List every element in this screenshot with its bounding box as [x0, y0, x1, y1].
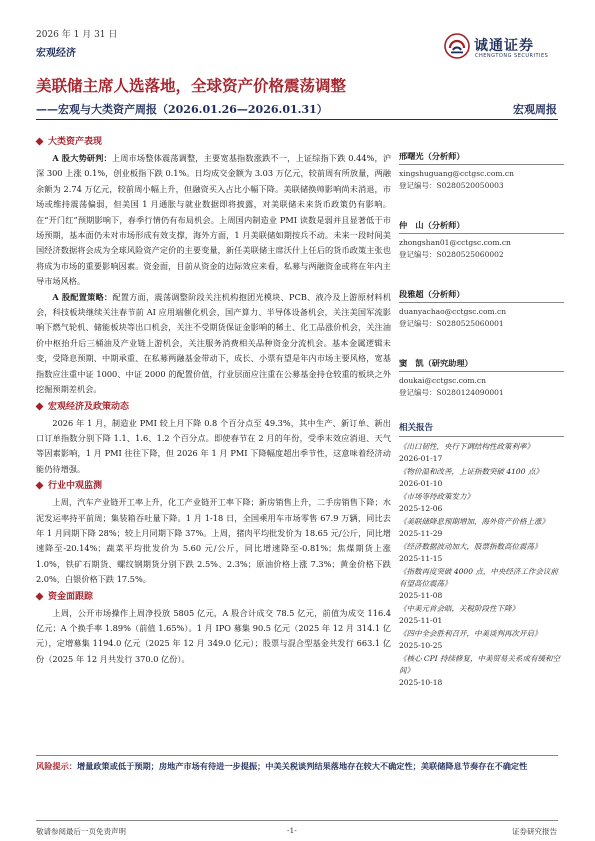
analyst-email[interactable]: duanyachao@cctgsc.com.cn	[399, 307, 507, 316]
risk-text: 增量政策或低于预期；房地产市场有待进一步提振；中美关税谈判结果落地存在较大不确定性；美联储降息节奏存在不确定性	[76, 761, 528, 771]
report-section: 宏观经济	[36, 48, 76, 59]
paragraph-market-view	[36, 151, 391, 290]
logo-text-en: CHENGTONG SECURITIES	[475, 53, 549, 59]
related-report-date: 2025-11-29	[399, 529, 443, 538]
analyst-registration: 登记编号：S0280124090001	[399, 388, 504, 397]
paragraph-macro: 2026 年 1 月，制造业 PMI 较上月下降 0.8 个百分点至 49.3%，其中生产、新订单、新出口订单指数分别下降 1.1、1.6、1.2 个百分点。即使春节在 2 月的年份，受季末效应消退、天气等因素影响，1 月 PMI 往往下降，但 2026 年 1 月 PMI 下降幅度超出季节性，这意味着经济动能仍待增强。	[36, 417, 391, 474]
related-report-date: 2026-01-10	[399, 479, 443, 488]
section-heading-industry: 行业中观监测	[36, 478, 391, 494]
analyst-card	[399, 150, 564, 192]
paragraph-funds: 上周，公开市场操作上周净投放 5805 亿元，A 股合计成交 78.5 亿元，前值为成交 116.4 亿元；A 个换手率 1.89%（前值 1.65%）。1 月 IPO 募集 90.5 亿元（2025 年 12 月 314.1 亿元），定增募集 1194.0 亿元（2025 年 12 月 349.0 亿元）；股票与混合型基金共发行 663.1 亿份（2025 年 12 月共发行 370.0 亿份）。	[36, 607, 391, 664]
related-report-item[interactable]	[399, 566, 564, 602]
analyst-registration: 登记编号：S0280525060002	[399, 250, 504, 259]
related-report-item[interactable]	[399, 628, 564, 652]
analyst-email[interactable]: doukai@cctgsc.com.cn	[399, 376, 486, 385]
related-report-item[interactable]	[399, 653, 564, 689]
related-report-title[interactable]: 《市场等待政策发力》	[399, 492, 474, 501]
section-heading-assets: 大类资产表现	[36, 134, 391, 150]
company-logo	[444, 33, 564, 63]
analyst-name: 窦 凯（研究助理）	[399, 357, 564, 372]
report-subtitle: ——宏观与大类资产周报（2026.01.26—2026.01.31）	[36, 103, 328, 116]
report-type: 宏观周报	[513, 103, 557, 116]
risk-warning	[36, 755, 558, 774]
analyst-registration: 登记编号：S0280525060001	[399, 319, 504, 328]
main-column	[36, 133, 391, 667]
related-report-item[interactable]	[399, 491, 564, 515]
logo-mark-icon	[444, 33, 470, 59]
analyst-email[interactable]: zhongshan01@cctgsc.com.cn	[399, 238, 511, 247]
text-strategy: 配置方面，震荡调整阶段关注机构抱团光模块、PCB、液冷及上游原材料机会，科技板块继续关注春节前 AI 应用端催化机会，国产算力、半导体设备机会，关注美国军流影响下燃气轮机、储能板块等出口机会，关注不受期货保证金影响的稀土、化工品涨价机会，关注油价中枢抬升后三桶油及产业链上游机会，关注服务消费相关品种资金分流机会。基本金属逻辑未变，受降息预期、中期承重、在私募两融基金带动下，成长、小票有望是年内市场主要风格，宽基指数应注重中证 1000、中证 2000 的配置价值，行业层面应注重在公募基金持仓较重的板块之外挖掘预期差机会。	[36, 291, 392, 395]
page-number: -1-	[287, 826, 297, 835]
analyst-card	[399, 288, 564, 330]
analyst-name: 邢曙光（分析师）	[399, 150, 564, 165]
related-report-title[interactable]: 《核心 CPI 持续修复，中美贸易关系成有缓和空间》	[399, 654, 561, 675]
analyst-name: 仲 山（分析师）	[399, 219, 564, 234]
section-heading-macro: 宏观经济及政策动态	[36, 399, 391, 415]
footer-disclaimer: 敬请参阅最后一页免责声明	[36, 827, 126, 836]
lead-market-view: A 股大势研判：	[52, 153, 112, 163]
analyst-registration: 登记编号：S0280520050003	[399, 181, 504, 190]
related-report-item[interactable]	[399, 541, 564, 565]
report-title: 美联储主席人选落地，全球资产价格震荡调整	[36, 76, 347, 95]
analyst-email[interactable]: xingshuguang@cctgsc.com.cn	[399, 169, 514, 178]
analyst-card	[399, 357, 564, 399]
related-report-item[interactable]	[399, 466, 564, 490]
footer-report-label: 证券研究报告	[512, 827, 557, 836]
related-report-item[interactable]	[399, 603, 564, 627]
related-report-item[interactable]	[399, 441, 564, 465]
lead-strategy: A 股配置策略：	[52, 291, 113, 302]
analyst-name: 段雅超（分析师）	[399, 288, 564, 303]
related-report-date: 2026-01-17	[399, 454, 443, 463]
analyst-card	[399, 219, 564, 261]
related-report-date: 2025-11-08	[399, 591, 443, 600]
related-report-title[interactable]: 《出口韧性，央行下调结构性政策利率》	[399, 442, 534, 451]
paragraph-strategy	[36, 290, 391, 398]
footer-divider	[36, 820, 558, 821]
related-report-date: 2025-12-06	[399, 504, 443, 513]
risk-label: 风险提示：	[36, 761, 77, 771]
paragraph-industry: 上周，汽车产业链开工率上升，化工产业链开工率下降；新房销售上升，二手房销售下降；水泥发运率持平前周；集装箱吞吐量下降。1 月 1-18 日，全国乘用车市场零售 67.9 万辆，同比去年 1 月同期下降 28%；较上月同期下降 37%。上周，猪肉平均批发价为 18.65 元/公斤，同比增速降至-20.14%；蔬菜平均批发价为 5.60 元/公斤，同比增速降至-0.81%；焦煤期货上涨 1.0%，铁矿石期货、螺纹钢期货分别下跌 2.5%、2.3%；原油价格上涨 7.3%；黄金价格下跌 2.0%，白银价格下跌 17.5%。	[36, 497, 391, 585]
related-report-date: 2025-11-15	[399, 554, 443, 563]
related-report-title[interactable]: 《物价温和改善，上证指数突破 4100 点》	[399, 467, 543, 476]
related-report-date: 2025-10-18	[399, 678, 443, 687]
logo-text-cn: 诚通证券	[474, 38, 534, 54]
related-report-title[interactable]: 《四中全会胜利召开，中美谈判再次开启》	[399, 629, 542, 638]
related-report-title[interactable]: 《指数再度突破 4000 点，中央经济工作会议前有望高位震荡》	[399, 567, 558, 588]
related-report-title[interactable]: 《美联储降息预期增加，海外资产价格上涨》	[399, 517, 549, 526]
related-report-item[interactable]	[399, 516, 564, 540]
related-report-title[interactable]: 《中美元首会晤，关税阶段性下降》	[399, 604, 519, 613]
section-heading-funds: 资金面跟踪	[36, 589, 391, 605]
header-divider	[36, 119, 558, 120]
related-report-title[interactable]: 《经济数据波动加大，股票指数高位震荡》	[399, 542, 542, 551]
sidebar	[399, 150, 564, 690]
related-report-date: 2025-10-25	[399, 641, 443, 650]
text-market-view: 上周市场整体震荡调整，主要宽基指数涨跌不一，上证综指下跌 0.44%，沪深 300 上涨 0.1%，创业板指下跌 0.1%。日均成交金额为 3.03 万亿元，较前周有所放量，两融余额为 2.74 万亿元，较前周小幅上升，但融资买入占比小幅下降。美联储换帅影响尚未消退，市场或维持震荡偏弱，但美国 1 月通胀与就业数据即将披露，对美联储未来货币政策仍有影响。在“开门红”预期影响下，春季行情仍有布局机会。上周国内制造业 PMI 读数是弱并且显著低于市场预期，基本面仍未对市场形成有效支撑，海外方面，1 月美联储如期按兵不动。未来一段时间美国经济数据将会成为全球风险资产定价的主要变量，新任美联储主席沃什上任后的货币政策主张也将成为市场的重要影响因素。资金面，目前从资金的边际效应来看，私募与两融资金或将在年内主导市场风格。	[36, 153, 392, 287]
related-report-date: 2025-11-01	[399, 616, 443, 625]
related-reports-heading: 相关报告	[399, 422, 564, 437]
report-date: 2026 年 1 月 31 日	[36, 30, 118, 40]
